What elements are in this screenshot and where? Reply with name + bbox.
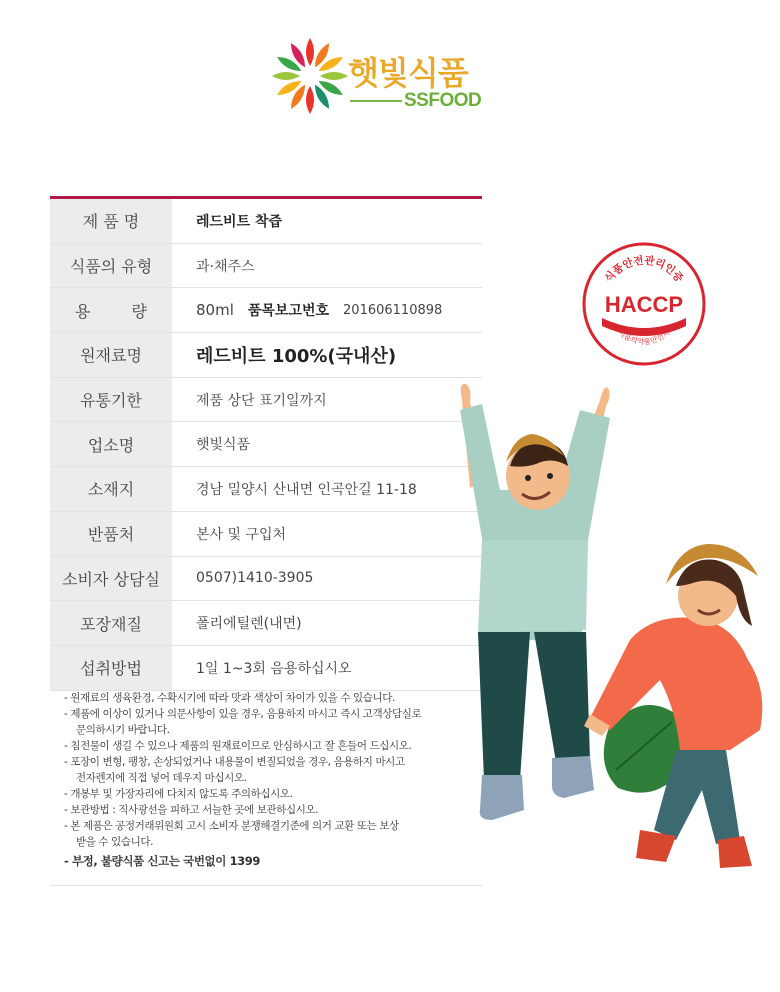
table-row	[50, 422, 482, 467]
caution-notes	[50, 690, 482, 886]
row-value-consumer-center: 0507)1410-3905	[196, 570, 314, 587]
brand-name-english: SSFOOD	[404, 90, 482, 111]
table-row	[50, 557, 482, 602]
row-value-ingredients: 레드비트 100%(국내산)	[196, 345, 397, 367]
note-line: 받을 수 있습니다.	[76, 836, 154, 848]
note-line: 문의하시기 바랍니다.	[76, 724, 170, 736]
logo-petal	[306, 86, 314, 114]
row-value-expiration: 제품 상단 표기일까지	[196, 392, 327, 409]
row-label-returns: 반품처	[50, 512, 172, 556]
row-label-address: 소재지	[50, 467, 172, 511]
row-value-intake: 1일 1~3회 음용하십시오	[196, 660, 352, 677]
table-row	[50, 333, 482, 378]
row-label-intake: 섭취방법	[50, 646, 172, 690]
table-row	[50, 646, 482, 691]
logo-petal	[272, 72, 300, 80]
note-line: - 포장이 변형, 팽창, 손상되었거나 내용물이 변질되었을 경우, 음용하지 마시고	[64, 756, 405, 768]
sunflower-logo-icon	[270, 36, 350, 116]
row-value-volume: 80ml	[196, 301, 234, 320]
logo-petal	[306, 38, 314, 66]
row-label-consumer-center: 소비자 상담실	[50, 557, 172, 601]
row-value-address: 경남 밀양시 산내면 인곡안길 11-18	[196, 481, 417, 498]
row-value-company: 햇빛식품	[196, 437, 251, 454]
row-label-product-name: 제 품 명	[50, 199, 172, 243]
haccp-bottom-text: 식품의약품안전처	[616, 327, 672, 347]
note-line: - 침전물이 생길 수 있으나 제품의 원재료이므로 안심하시고 잘 흔들어 드십시오.	[64, 740, 412, 752]
haccp-top-text: 식품안전관리인증	[602, 254, 686, 285]
row-label-company: 업소명	[50, 422, 172, 466]
row-label-ingredients: 원재료명	[50, 333, 172, 377]
row-label-packaging: 포장재질	[50, 601, 172, 645]
table-row	[50, 512, 482, 557]
note-line: - 보관방법 : 직사광선을 피하고 서늘한 곳에 보관하십시오.	[64, 804, 319, 816]
note-line: - 본 제품은 공정거래위원회 고시 소비자 분쟁해결기준에 의거 교환 또는 보상	[64, 820, 399, 832]
haccp-certification-icon	[582, 242, 706, 366]
table-row	[50, 199, 482, 244]
girl-figure	[584, 544, 762, 868]
brand-name-korean: 햇빛식품	[348, 54, 468, 92]
note-line: - 제품에 이상이 있거나 의문사항이 있을 경우, 음용하지 마시고 즉시 고객상담실로	[64, 708, 422, 720]
product-info-table	[50, 196, 482, 691]
row-label-expiration: 유통기한	[50, 378, 172, 422]
brand-divider	[350, 100, 402, 102]
row-value-product-name: 레드비트 착즙	[196, 213, 283, 230]
report-hotline-note: - 부정, 불량식품 신고는 국번없이 1399	[64, 854, 260, 868]
row-value-packaging: 폴리에틸렌(내면)	[196, 616, 302, 633]
row-value-returns: 본사 및 구입처	[196, 526, 287, 543]
table-row	[50, 601, 482, 646]
haccp-center-text: HACCP	[604, 292, 684, 317]
table-row	[50, 288, 482, 333]
row-label-food-type: 식품의 유형	[50, 244, 172, 288]
row-label-volume: 용 량	[50, 288, 172, 332]
note-line: 전자렌지에 직접 넣어 데우지 마십시오.	[76, 772, 247, 784]
table-row	[50, 378, 482, 423]
boy-figure	[460, 384, 610, 820]
note-line: - 개봉부 및 가장자리에 다치지 않도록 주의하십시오.	[64, 788, 293, 800]
report-number-label: 품목보고번호	[247, 303, 330, 320]
table-row	[50, 244, 482, 289]
brand-logo	[270, 36, 500, 116]
table-row	[50, 467, 482, 512]
row-value-food-type: 과·채주스	[196, 258, 255, 275]
logo-petal	[320, 72, 348, 80]
note-line: - 원재료의 생육환경, 수확시기에 따라 맛과 색상이 차이가 있을 수 있습니다.	[64, 692, 395, 704]
row-value-volume-cell	[172, 288, 482, 332]
report-number-value: 201606110898	[343, 302, 443, 318]
walking-people-illustration	[440, 370, 780, 870]
